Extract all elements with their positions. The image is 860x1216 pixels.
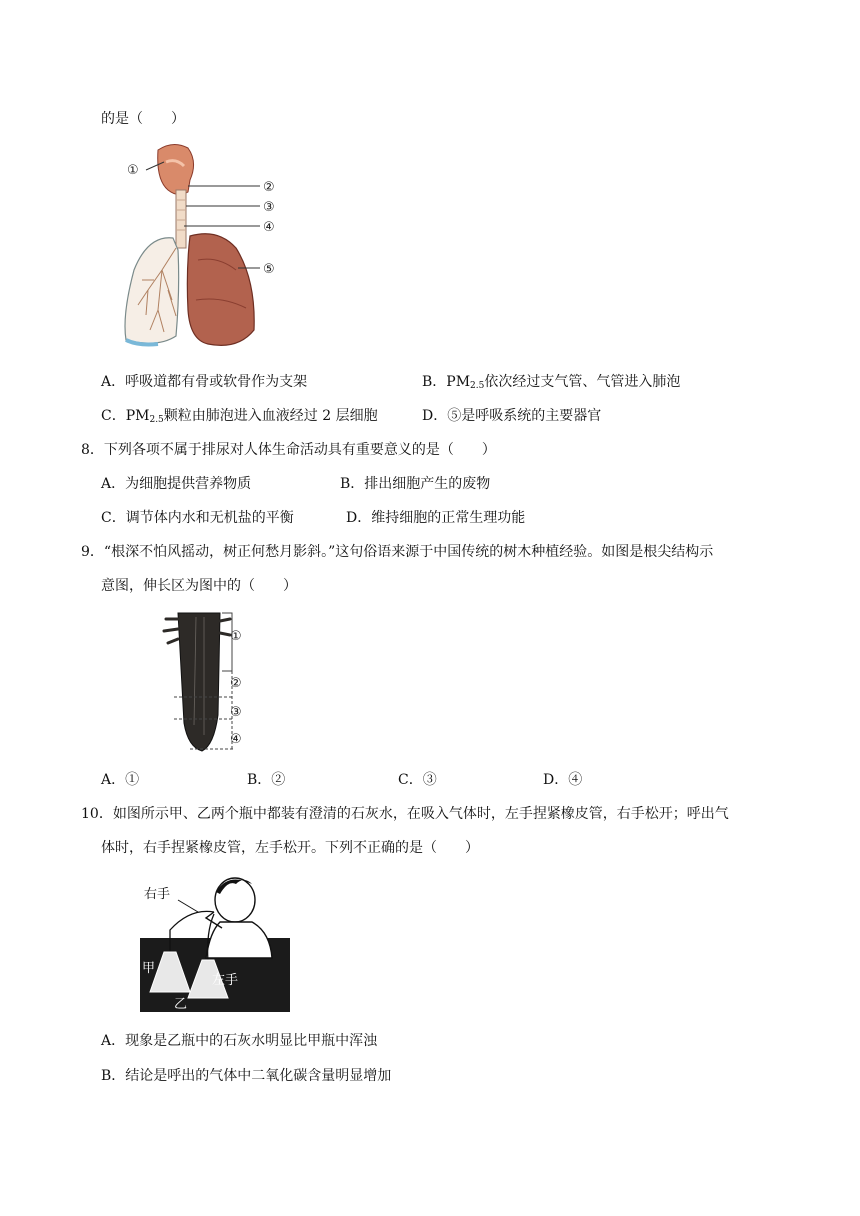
- breathing-experiment-figure: [140, 872, 290, 1012]
- q9-stem-line2: 意图，伸长区为图中的（ ）: [101, 578, 297, 594]
- fig7-label-2: ②: [263, 180, 275, 195]
- q9-option-c: C．③: [398, 772, 437, 788]
- q9-option-b: B．②: [247, 772, 286, 788]
- q10-stem-line1: 10．如图所示甲、乙两个瓶中都装有澄清的石灰水，在吸入气体时，左手捏紧橡皮管，右手松开；呼出气: [81, 806, 729, 822]
- q7-option-d: D．⑤是呼吸系统的主要器官: [422, 408, 602, 424]
- q8-stem: 8．下列各项不属于排尿对人体生命活动具有重要意义的是（ ）: [81, 442, 496, 458]
- fig7-label-3: ③: [263, 200, 275, 215]
- q8-option-c: C．调节体内水和无机盐的平衡: [101, 510, 294, 526]
- q9-option-d: D．④: [543, 772, 583, 788]
- q7-option-c: [101, 406, 378, 430]
- fig7-label-5: ⑤: [263, 262, 275, 277]
- q7-option-b-pre: B．PM: [422, 374, 471, 390]
- q7-option-c-post: 颗粒由肺泡进入血液经过 2 层细胞: [163, 408, 378, 424]
- q8-option-a: A．为细胞提供营养物质: [101, 476, 252, 492]
- q9-stem-line1: 9．“根深不怕风摇动，树正何愁月影斜。”这句俗语来源于中国传统的树木种植经验。如图是根尖结构示: [81, 544, 714, 560]
- root-tip-figure: [160, 605, 260, 755]
- q7-option-a: A．呼吸道都有骨或软骨作为支架: [101, 374, 308, 390]
- fig9-label-1: ①: [230, 629, 242, 644]
- fig7-label-1: ①: [127, 163, 139, 178]
- q9-option-a: A．①: [101, 772, 140, 788]
- fig9-label-2: ②: [230, 676, 242, 691]
- fig10-label-right-hand: 右手: [144, 887, 171, 902]
- q10-option-a: A．现象是乙瓶中的石灰水明显比甲瓶中浑浊: [101, 1033, 378, 1049]
- q7-option-b: [422, 372, 680, 396]
- fig9-label-4: ④: [230, 732, 242, 747]
- q8-option-d: D．维持细胞的正常生理功能: [346, 510, 526, 526]
- q7-stem-tail: 的是（ ）: [101, 111, 185, 127]
- q8-option-b: B．排出细胞产生的废物: [340, 476, 491, 492]
- q7-option-b-sub: 2.5: [470, 381, 485, 391]
- respiratory-system-figure: [118, 140, 293, 355]
- q7-option-c-pre: C．PM: [101, 408, 150, 424]
- fig10-label-jia: 甲: [142, 961, 156, 976]
- q10-stem-line2: 体时，右手捏紧橡皮管，左手松开。下列不正确的是（ ）: [101, 840, 479, 856]
- fig10-label-left-hand: 左手: [212, 973, 239, 988]
- q10-option-b: B．结论是呼出的气体中二氧化碳含量明显增加: [101, 1068, 392, 1084]
- q7-option-b-post: 依次经过支气管、气管进入肺泡: [484, 374, 681, 390]
- fig7-label-4: ④: [263, 220, 275, 235]
- q7-option-c-sub: 2.5: [149, 415, 164, 425]
- fig9-label-3: ③: [230, 705, 242, 720]
- fig10-label-yi: 乙: [174, 997, 188, 1012]
